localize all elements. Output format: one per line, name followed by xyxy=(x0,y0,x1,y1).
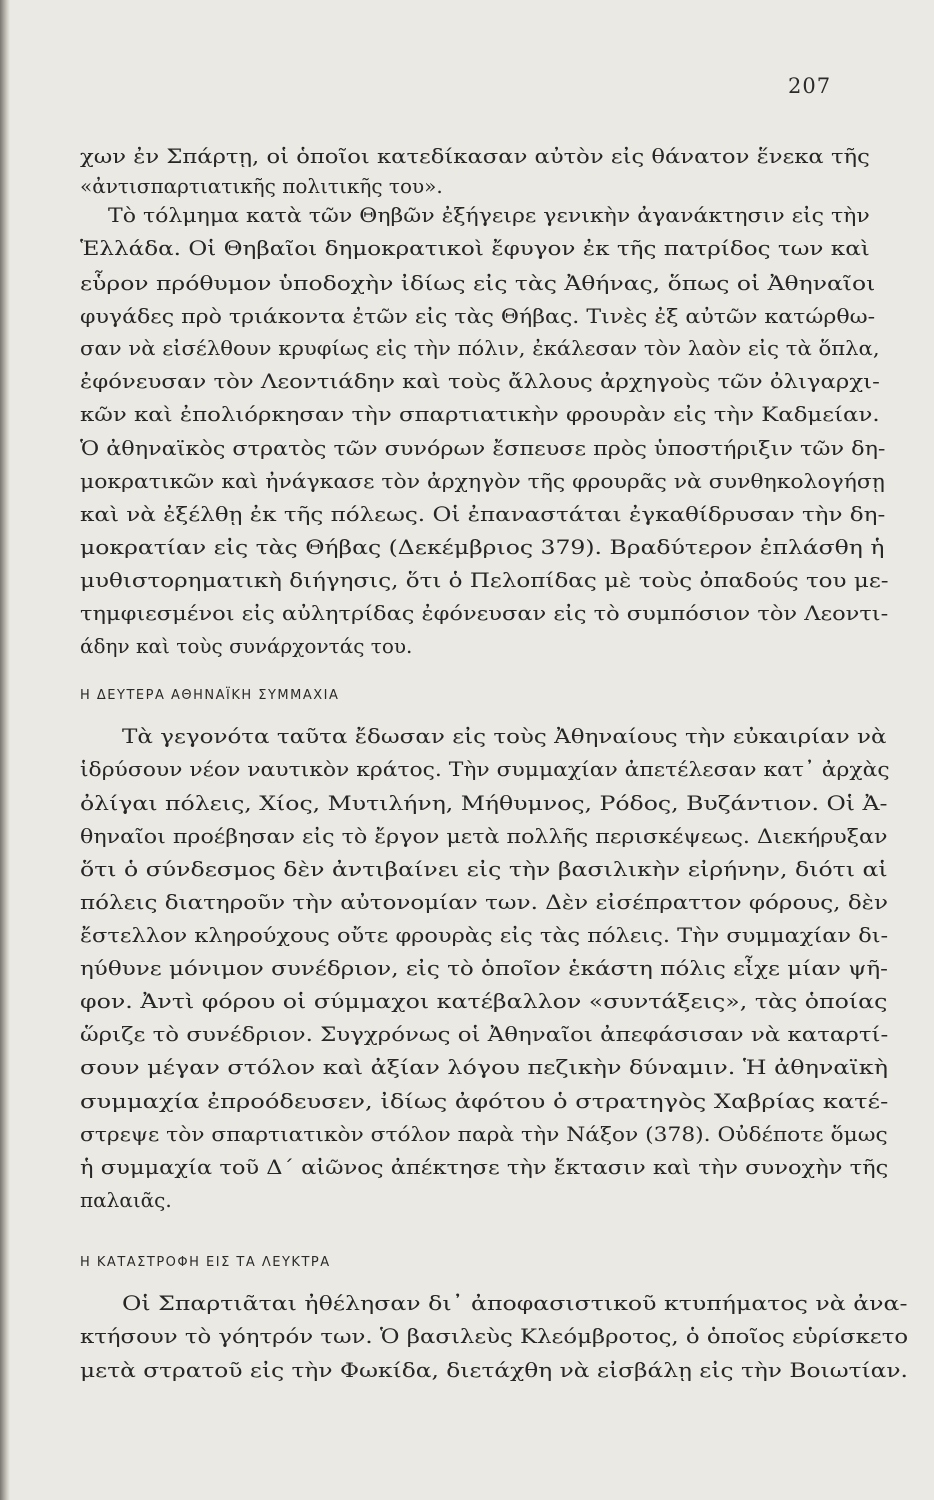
text-line: φυγάδες πρὸ τριάκοντα ἐτῶν εἰς τὰς Θήβας. Τινὲς ἐξ αὐτῶν κατώρθω- xyxy=(80,304,876,328)
text-line: ὥριζε τὸ συνέδριον. Συγχρόνως οἱ Ἀθηναῖοι ἀπεφάσισαν νὰ καταρτί- xyxy=(80,1022,889,1046)
text-line: ἐφόνευσαν τὸν Λεοντιάδην καὶ τοὺς ἄλλους ἀρχηγοὺς τῶν ὀλιγαρχι- xyxy=(80,369,880,393)
text-line: Ὁ ἀθηναϊκὸς στρατὸς τῶν συνόρων ἔσπευσε πρὸς ὑποστήριξιν τῶν δη- xyxy=(80,436,886,460)
text-line: συμμαχία ἐπροόδευσεν, ἰδίως ἀφότου ὁ στρατηγὸς Χαβρίας κατέ- xyxy=(80,1089,889,1113)
text-line: ἔστελλον κληρούχους οὔτε φρουρὰς εἰς τὰς πόλεις. Τὴν συμμαχίαν δι- xyxy=(80,923,889,947)
text-line: κτήσουν τὸ γόητρόν των. Ὁ βασιλεὺς Κλεόμβροτος, ὁ ὁποῖος εὑρίσκετο xyxy=(80,1324,909,1348)
text-line: μοκρατικῶν καὶ ἠνάγκασε τὸν ἀρχηγὸν τῆς φρουρᾶς νὰ συνθηκολογήσῃ xyxy=(80,469,885,493)
text-line: θηναῖοι προέβησαν εἰς τὸ ἔργον μετὰ πολλῆς περισκέψεως. Διεκήρυξαν xyxy=(80,824,888,848)
text-line: χων ἐν Σπάρτῃ, οἱ ὁποῖοι κατεδίκασαν αὐτὸν εἰς θάνατον ἕνεκα τῆς xyxy=(80,144,870,168)
text-line: Ἑλλάδα. Οἱ Θηβαῖοι δημοκρατικοὶ ἔφυγον ἐκ τῆς πατρίδος των καὶ xyxy=(80,236,870,260)
text-line: φον. Ἀντὶ φόρου οἱ σύμμαχοι κατέβαλλον «συντάξεις», τὰς ὁποίας xyxy=(80,989,888,1013)
section-heading-leuktra: Η ΚΑΤΑΣΤΡΟΦΗ ΕΙΣ ΤΑ ΛΕΥΚΤΡΑ xyxy=(80,1255,331,1270)
text-line: άδην καὶ τοὺς συνάρχοντάς του. xyxy=(80,634,413,658)
text-line: ηύθυνε μόνιμον συνέδριον, εἰς τὸ ὁποῖον ἑκάστη πόλις εἶχε μίαν ψῆ- xyxy=(80,956,888,980)
text-line: Τὰ γεγονότα ταῦτα ἔδωσαν εἰς τοὺς Ἀθηναίους τὴν εὐκαιρίαν νὰ xyxy=(122,724,887,748)
text-line: σαν νὰ εἰσέλθουν κρυφίως εἰς τὴν πόλιν, ἐκάλεσαν τὸν λαὸν εἰς τὰ ὅπλα, xyxy=(80,336,880,360)
text-line: τημφιεσμένοι εἰς αὐλητρίδας ἐφόνευσαν εἰς τὸ συμπόσιον τὸν Λεοντι- xyxy=(80,601,889,625)
text-line: μυθιστορηματικὴ διήγησις, ὅτι ὁ Πελοπίδας μὲ τοὺς ὀπαδούς του με- xyxy=(80,568,889,592)
text-line: κῶν καὶ ἐπολιόρκησαν τὴν σπαρτιατικὴν φρουρὰν εἰς τὴν Καδμείαν. xyxy=(80,402,880,426)
section-heading-symmachia: Η ΔΕΥΤΕΡΑ ΑΘΗΝΑΪΚΗ ΣΥΜΜΑΧΙΑ xyxy=(80,688,340,703)
text-line: Τὸ τόλμημα κατὰ τῶν Θηβῶν ἐξήγειρε γενικὴν ἀγανάκτησιν εἰς τὴν xyxy=(108,203,870,227)
text-line: ὀλίγαι πόλεις, Χίος, Μυτιλήνη, Μήθυμνος, Ρόδος, Βυζάντιον. Οἱ Ἀ- xyxy=(80,791,888,815)
text-line: «ἀντισπαρτιατικῆς πολιτικῆς του». xyxy=(80,174,443,198)
page-number: 207 xyxy=(788,74,832,98)
text-line: σουν μέγαν στόλον καὶ ἀξίαν λόγου πεζικὴν δύναμιν. Ἡ ἀθηναϊκὴ xyxy=(80,1055,888,1079)
text-line: Οἱ Σπαρτιᾶται ἠθέλησαν δι᾽ ἀποφασιστικοῦ κτυπήματος νὰ ἀνα- xyxy=(122,1291,908,1315)
page-gutter-shadow xyxy=(0,0,10,1500)
text-line: παλαιᾶς. xyxy=(80,1188,172,1212)
text-line: ὅτι ὁ σύνδεσμος δὲν ἀντιβαίνει εἰς τὴν βασιλικὴν εἰρήνην, διότι αἱ xyxy=(80,857,888,881)
text-line: ἡ συμμαχία τοῦ Δ´ αἰῶνος ἀπέκτησε τὴν ἔκτασιν καὶ τὴν συνοχὴν τῆς xyxy=(80,1155,889,1179)
text-line: μετὰ στρατοῦ εἰς τὴν Φωκίδα, διετάχθη νὰ εἰσβάλῃ εἰς τὴν Βοιωτίαν. xyxy=(80,1358,908,1382)
text-line: πόλεις διατηροῦν τὴν αὐτονομίαν των. Δὲν εἰσέπραττον φόρους, δὲν xyxy=(80,890,889,914)
text-line: εὗρον πρόθυμον ὑποδοχὴν ἰδίως εἰς τὰς Ἀθήνας, ὅπως οἱ Ἀθηναῖοι xyxy=(80,271,876,295)
text-line: καὶ νὰ ἐξέλθῃ ἐκ τῆς πόλεως. Οἱ ἐπαναστάται ἐγκαθίδρυσαν τὴν δη- xyxy=(80,502,886,526)
text-line: στρεψε τὸν σπαρτιατικὸν στόλον παρὰ τὴν Νάξον (378). Οὐδέποτε ὅμως xyxy=(80,1122,888,1146)
text-line: ἱδρύσουν νέον ναυτικὸν κράτος. Τὴν συμμαχίαν ἀπετέλεσαν κατ᾽ ἀρχὰς xyxy=(80,757,890,781)
text-line: μοκρατίαν εἰς τὰς Θήβας (Δεκέμβριος 379). Βραδύτερον ἐπλάσθη ἡ xyxy=(80,535,885,559)
